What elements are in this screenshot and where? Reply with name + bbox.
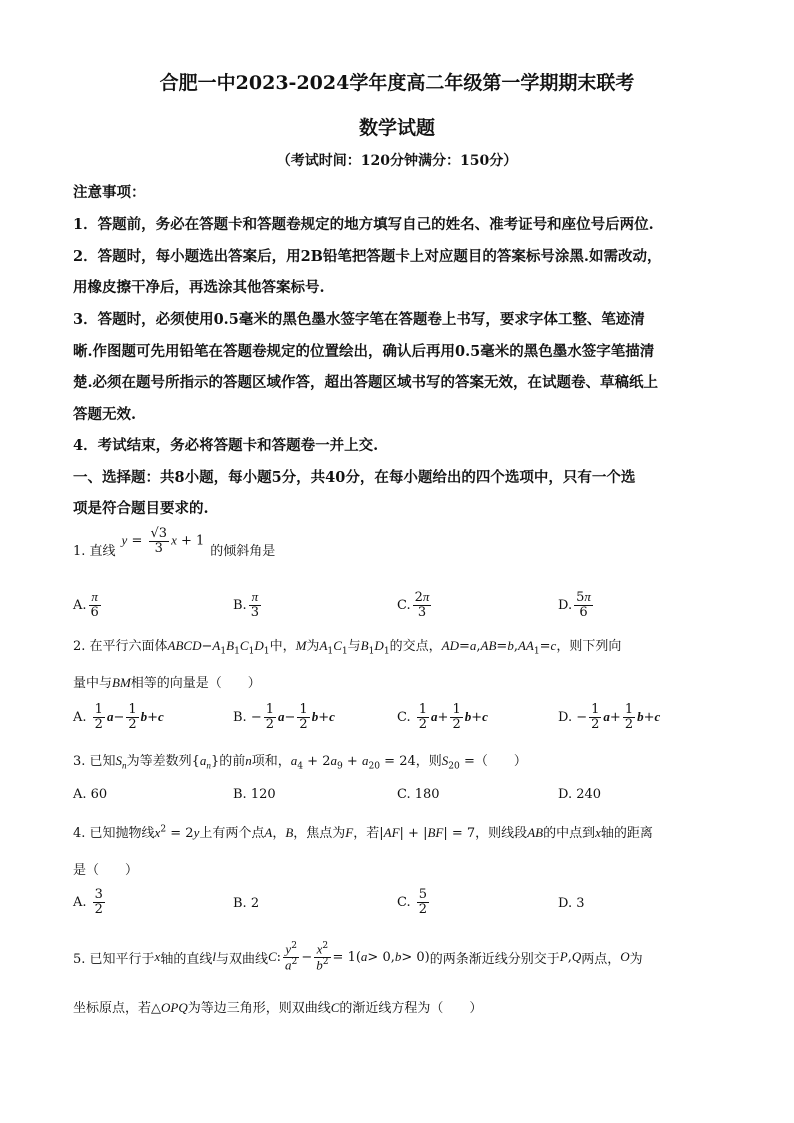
q2-option-c[interactable]: C. $\frac{1}{2}$ a + $\frac{1}{2}$ b + c <box>397 701 488 732</box>
question-4-line-1: 4. 已知抛物线$x^2 = 2y$上有两个点A，B，焦点为F，若|AF| + |BF| = 7，则线段AB的中点到x轴的距离 <box>73 824 653 841</box>
note-2-line-1: 2．答题时，每小题选出答案后，用2B铅笔把答题卡上对应题目的答案标号涂黑.如需改动， <box>73 248 662 265</box>
q1-formula: y = $\frac{√3}{3}$ x + 1 <box>121 525 205 556</box>
q4-option-d[interactable]: D. 3 <box>558 896 585 911</box>
q4-option-b[interactable]: B. 2 <box>233 896 260 911</box>
q3-option-a[interactable]: A. 60 <box>73 787 108 802</box>
note-1: 1．答题前，务必在答题卡和答题卷规定的地方填写自己的姓名、准考证号和座位号后两位. <box>73 216 654 233</box>
question-2-line-2: 量中与BM相等的向量是（ ） <box>73 675 261 691</box>
q2-option-b[interactable]: B. − $\frac{1}{2}$ a − $\frac{1}{2}$ b + c <box>233 701 335 732</box>
q4-option-c[interactable]: C. $\frac{5}{2}$ <box>397 886 428 917</box>
question-5-line-1: 5. 已知平行于 x 轴的直线 l 与双曲线 C : $\frac{y^2}{a^2}$ − $\frac{x^2}{b^2}$ = 1( a > 0, b > 0) 的两条渐近线分别交于 P , Q 两点， O 为 <box>73 940 643 972</box>
q3-option-c[interactable]: C. 180 <box>397 787 440 802</box>
q2-option-a[interactable]: A. $\frac{1}{2}$ a − $\frac{1}{2}$ b + c <box>73 701 164 732</box>
q1-option-d[interactable]: D. $\frac{5\pi}{6}$ <box>558 589 591 620</box>
q1-suffix: 的倾斜角是 <box>210 543 276 559</box>
q1-option-a[interactable]: A. $\frac{\pi}{6}$ <box>73 589 99 620</box>
note-3-line-3: 楚.必须在题号所指示的答题区域作答，超出答题区域书写的答案无效，在试题卷、草稿纸上 <box>73 374 659 391</box>
notes-heading: 注意事项： <box>73 184 146 201</box>
q1-prefix: 1. 直线 <box>73 543 116 559</box>
question-3: 3. 已知$S_n$为等差数列$\{a_n\}$的前n项和，$a_4 + 2a_9 + a_{20} = 24$，则$S_{20}$ =（ ） <box>73 753 527 772</box>
question-1 <box>73 525 275 573</box>
section-heading-line-2: 项是符合题目要求的. <box>73 500 209 517</box>
note-4: 4．考试结束，务必将答题卡和答题卷一并上交. <box>73 437 379 454</box>
q3-option-d[interactable]: D. 240 <box>558 787 602 802</box>
q1-option-c[interactable]: C. $\frac{2\pi}{3}$ <box>397 589 430 620</box>
exam-title: 合肥一中2023-2024学年度高二年级第一学期期末联考 <box>159 72 635 94</box>
exam-info: （考试时间：120分钟满分：150分） <box>276 153 518 169</box>
question-5-line-2: 坐标原点，若△OPQ为等边三角形，则双曲线C的渐近线方程为（ ） <box>73 1000 483 1016</box>
note-3-line-2: 晰.作图题可先用铅笔在答题卷规定的位置绘出，确认后再用0.5毫米的黑色墨水签字笔描清 <box>73 343 655 360</box>
q3-option-b[interactable]: B. 120 <box>233 787 276 802</box>
note-3-line-4: 答题无效. <box>73 406 137 423</box>
paper-subtitle: 数学试题 <box>358 117 435 139</box>
q1-option-b[interactable]: B. $\frac{\pi}{3}$ <box>233 589 259 620</box>
note-2-line-2: 用橡皮擦干净后，再选涂其他答案标号. <box>73 279 325 296</box>
section-heading-line-1: 一、选择题：共8小题，每小题5分，共40分，在每小题给出的四个选项中，只有一个选 <box>73 469 636 486</box>
note-3-line-1: 3．答题时，必须使用0.5毫米的黑色墨水签字笔在答题卷上书写，要求字体工整、笔迹清 <box>73 311 645 328</box>
q4-option-a[interactable]: A. $\frac{3}{2}$ <box>73 886 103 917</box>
question-4-line-2: 是（ ） <box>73 863 139 878</box>
q2-option-d[interactable]: D. − $\frac{1}{2}$ a + $\frac{1}{2}$ b + c <box>558 701 661 732</box>
question-2-line-1: 2. 在平行六面体$ABCD-A_1B_1C_1D_1$中，M为$A_1C_1$与$B_1D_1$的交点，$AD=a,AB=b,AA_1=c$，则下列向 <box>73 638 622 657</box>
